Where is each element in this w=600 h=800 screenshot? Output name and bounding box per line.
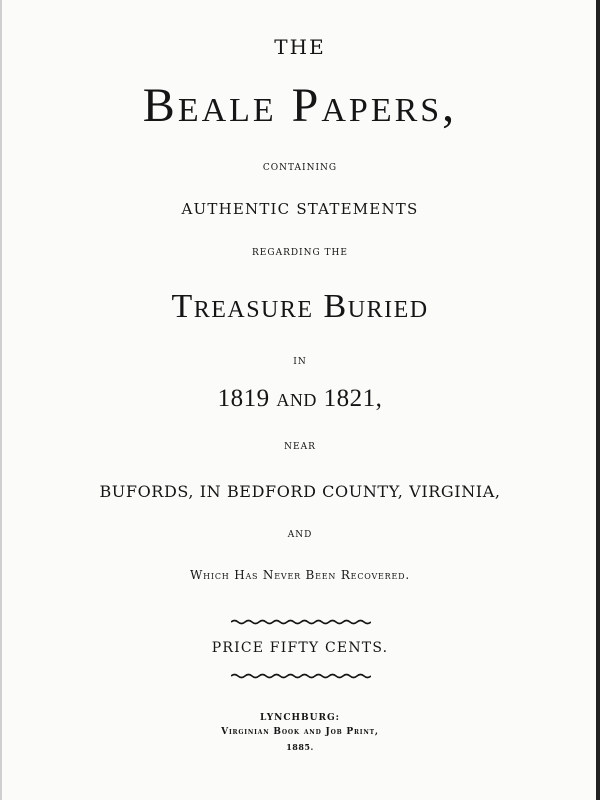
never-recovered-text: Which Has Never Been Recovered. bbox=[190, 568, 410, 582]
treasure-buried-heading: Treasure Buried bbox=[171, 288, 429, 325]
years-text: 1819 and 1821, bbox=[217, 385, 383, 412]
heading-the: THE bbox=[274, 35, 326, 59]
authentic-statements-text: AUTHENTIC STATEMENTS bbox=[181, 200, 419, 218]
wavy-rule-bottom bbox=[231, 672, 371, 680]
imprint-printer: Virginian Book and Job Print, bbox=[221, 727, 379, 737]
in-text: IN bbox=[293, 357, 307, 367]
book-title: Beale Papers, bbox=[142, 79, 458, 132]
wavy-rule-top bbox=[231, 618, 371, 626]
imprint-year: 1885. bbox=[286, 742, 314, 752]
and-text: AND bbox=[287, 530, 313, 540]
location-text: BUFORDS, IN BEDFORD COUNTY, VIRGINIA, bbox=[99, 482, 501, 501]
near-text: NEAR bbox=[284, 442, 316, 452]
regarding-text: REGARDING THE bbox=[252, 248, 348, 258]
price-text: PRICE FIFTY CENTS. bbox=[211, 640, 389, 656]
imprint-city: LYNCHBURG: bbox=[259, 713, 340, 723]
containing-text: CONTAINING bbox=[262, 163, 338, 173]
